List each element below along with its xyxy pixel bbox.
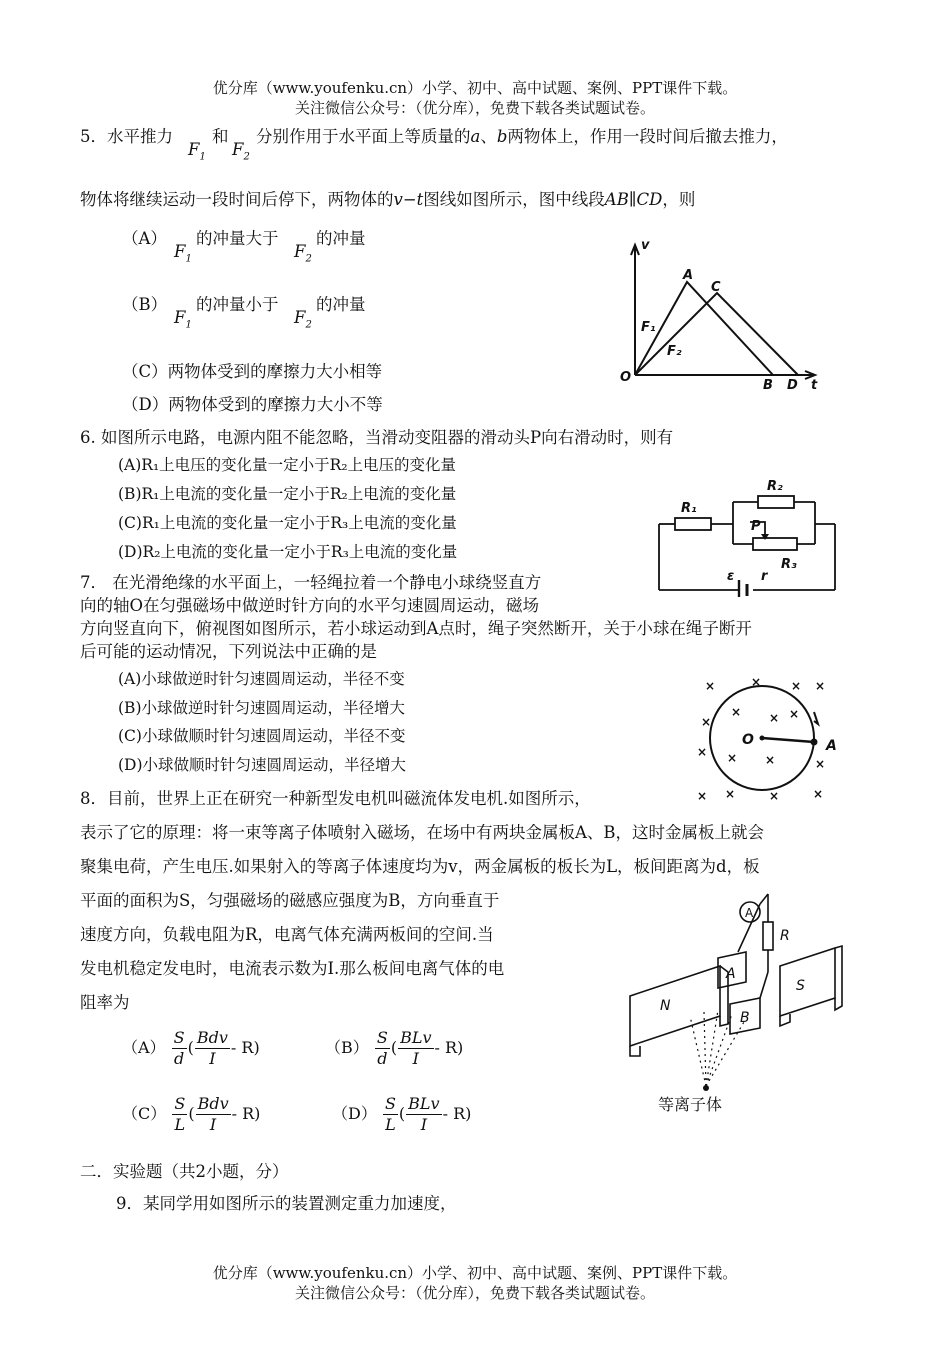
field-cross: × bbox=[696, 745, 708, 759]
field-cross: × bbox=[700, 715, 712, 729]
label-ammeter: A bbox=[745, 906, 754, 920]
q5-stem-line-2: 物体将继续运动一段时间后停下，两物体的v−t图线如图所示，图中线段AB∥CD，则 bbox=[80, 190, 696, 209]
q8-option-b: （B） $\frac{S}{d}$ ( $\frac{\text{BLv}}{I}$ - R) bbox=[325, 1028, 464, 1068]
graph-label-O: O bbox=[620, 370, 632, 385]
q7-field-figure bbox=[690, 672, 850, 804]
q6-option-c: (C)R₁上电流的变化量一定小于R₃上电流的变化量 bbox=[118, 514, 457, 532]
field-cross: × bbox=[814, 757, 826, 771]
label-plate-a: A bbox=[726, 966, 736, 982]
graph-label-B: B bbox=[763, 378, 773, 393]
field-cross: × bbox=[790, 679, 802, 693]
q5-option-a-F2: $F_2$ bbox=[294, 242, 312, 265]
field-cross: × bbox=[812, 787, 824, 801]
resistor-r3 bbox=[753, 538, 797, 550]
header-line-2: 关注微信公众号：（优分库），免费下载各类试题试卷。 bbox=[294, 99, 655, 117]
q8-line-2: 表示了它的原理：将一束等离子体喷射入磁场，在场中有两块金属板A、B，这时金属板上就会 bbox=[80, 823, 765, 842]
graph-label-t: t bbox=[811, 378, 818, 393]
field-cross: × bbox=[704, 679, 716, 693]
q8-option-d: （D） $\frac{S}{L}$ ( $\frac{\text{BLv}}{I}$ - R) bbox=[332, 1094, 472, 1134]
q5-option-a-mid: 的冲量大于 bbox=[196, 229, 279, 248]
section-2-title: 二．实验题（共2小题，分） bbox=[80, 1162, 289, 1181]
q7-option-c: (C)小球做顺时针匀速圆周运动，半径不变 bbox=[118, 727, 406, 745]
field-cross: × bbox=[730, 705, 742, 719]
resistor-r bbox=[763, 922, 773, 950]
footer-line-1: 优分库（www.youfenku.cn）小学、初中、高中试题、案例、PPT课件下载。 bbox=[212, 1264, 738, 1282]
field-cross: × bbox=[788, 707, 800, 721]
q7-line-1: 7． 在光滑绝缘的水平面上，一轻绳拉着一个静电小球绕竖直方 bbox=[80, 573, 542, 592]
label-n: N bbox=[660, 998, 671, 1014]
slider-p-arrow bbox=[761, 534, 769, 540]
q8-line-4: 平面的面积为S，匀强磁场的磁感应强度为B，方向垂直于 bbox=[80, 891, 500, 910]
q7-option-d: (D)小球做顺时针匀速圆周运动，半径增大 bbox=[118, 756, 407, 774]
q7-option-b: (B)小球做逆时针匀速圆周运动，半径增大 bbox=[118, 699, 405, 717]
magnet-s-top bbox=[780, 948, 835, 1016]
motion-arrow bbox=[814, 712, 818, 724]
graph-label-D: D bbox=[787, 378, 798, 393]
q8-line-7: 阻率为 bbox=[80, 993, 130, 1012]
label-r1: R₁ bbox=[681, 501, 697, 516]
q7-line-4: 后可能的运动情况，下列说法中正确的是 bbox=[80, 642, 377, 661]
q5-option-a-label: （A） bbox=[122, 229, 167, 248]
plasma-source bbox=[703, 1085, 709, 1091]
label-s: S bbox=[796, 978, 805, 994]
label-plate-b: B bbox=[740, 1010, 750, 1026]
field-cross: × bbox=[750, 675, 762, 689]
q5-option-b-F2: $F_2$ bbox=[294, 308, 312, 331]
q5-option-b-end: 的冲量 bbox=[316, 295, 366, 314]
q5-stem-line-1b: 分别作用于水平面上等质量的a、b两物体上，作用一段时间后撤去推力， bbox=[256, 127, 788, 146]
field-cross: × bbox=[724, 787, 736, 801]
q5-option-a-end: 的冲量 bbox=[316, 229, 366, 248]
label-p: P bbox=[751, 519, 761, 534]
q5-option-b-F1: $F_1$ bbox=[174, 308, 192, 331]
resistor-r2 bbox=[758, 496, 794, 508]
q6-option-d: (D)R₂上电流的变化量一定小于R₃上电流的变化量 bbox=[118, 543, 458, 561]
q7-line-2: 向的轴O在匀强磁场中做逆时针方向的水平匀速圆周运动，磁场 bbox=[80, 596, 540, 615]
q8-line-3: 聚集电荷，产生电压.如果射入的等离子体速度均为v，两金属板的板长为L，板间距离为d，板 bbox=[80, 857, 760, 876]
graph-label-A: A bbox=[683, 268, 694, 283]
q5-option-b-label: （B） bbox=[122, 295, 168, 314]
header-line-1: 优分库（www.youfenku.cn）小学、初中、高中试题、案例、PPT课件下载。 bbox=[212, 79, 738, 97]
rope bbox=[762, 738, 814, 742]
graph-line-f2 bbox=[635, 293, 798, 375]
q5-vt-graph bbox=[615, 235, 825, 395]
label-plasma: 等离子体 bbox=[658, 1095, 723, 1114]
graph-label-v: v bbox=[641, 238, 650, 253]
magnet-n-top bbox=[630, 966, 720, 1046]
q5-option-b-mid: 的冲量小于 bbox=[196, 295, 279, 314]
q6-stem: 6. 如图所示电路，电源内阻不能忽略，当滑动变阻器的滑动头P向右滑动时，则有 bbox=[80, 428, 674, 447]
q8-option-c: （C） $\frac{S}{L}$ ( $\frac{\text{Bdv}}{I}$ - R) bbox=[122, 1094, 261, 1134]
q8-mhd-figure bbox=[620, 886, 845, 1116]
q6-option-a: (A)R₁上电压的变化量一定小于R₂上电压的变化量 bbox=[118, 456, 457, 474]
field-cross: × bbox=[726, 751, 738, 765]
q8-line-6: 发电机稳定发电时，电流表示数为I.那么板间电离气体的电 bbox=[80, 959, 505, 978]
field-cross: × bbox=[768, 711, 780, 725]
label-r3: R₃ bbox=[781, 557, 797, 572]
q5-F1-symbol: $F_1$ bbox=[188, 140, 206, 163]
field-cross: × bbox=[764, 753, 776, 767]
ball-a bbox=[811, 739, 818, 746]
field-cross: × bbox=[814, 679, 826, 693]
axis-point-o bbox=[760, 736, 765, 741]
label-r2: R₂ bbox=[767, 479, 783, 494]
field-cross: × bbox=[768, 789, 780, 803]
q5-and: 和 bbox=[212, 127, 229, 146]
graph-label-C: C bbox=[711, 280, 721, 295]
q5-option-c: （C）两物体受到的摩擦力大小相等 bbox=[122, 362, 383, 381]
label-r: r bbox=[761, 569, 768, 584]
q5-option-a-F1: $F_1$ bbox=[174, 242, 192, 265]
label-eps: ε bbox=[727, 569, 735, 584]
q9-text: 9．某同学用如图所示的装置测定重力加速度， bbox=[116, 1194, 457, 1213]
graph-label-F2: F₂ bbox=[667, 344, 682, 359]
q5-stem-line-1: 5．水平推力 bbox=[80, 127, 173, 146]
q8-line-1: 8．目前，世界上正在研究一种新型发电机叫磁流体发电机.如图所示， bbox=[80, 789, 591, 808]
q6-circuit bbox=[655, 472, 840, 597]
footer-line-2: 关注微信公众号：（优分库），免费下载各类试题试卷。 bbox=[294, 1284, 655, 1302]
q8-option-a: （A） $\frac{S}{d}$ ( $\frac{\text{Bdv}}{I}$ - R) bbox=[122, 1028, 260, 1068]
q6-option-b: (B)R₁上电流的变化量一定小于R₂上电流的变化量 bbox=[118, 485, 457, 503]
label-a: A bbox=[826, 738, 837, 754]
q7-line-3: 方向竖直向下，俯视图如图所示，若小球运动到A点时，绳子突然断开，关于小球在绳子断开 bbox=[80, 619, 752, 638]
resistor-r1 bbox=[675, 518, 711, 530]
q5-option-d: （D）两物体受到的摩擦力大小不等 bbox=[122, 395, 383, 414]
graph-label-F1: F₁ bbox=[641, 320, 656, 335]
q8-line-5: 速度方向，负载电阻为R，电离气体充满两板间的空间.当 bbox=[80, 925, 494, 944]
label-o: O bbox=[742, 732, 754, 748]
q7-option-a: (A)小球做逆时针匀速圆周运动，半径不变 bbox=[118, 670, 405, 688]
field-cross: × bbox=[696, 789, 708, 803]
q5-F2-symbol: $F_2$ bbox=[232, 140, 250, 163]
label-r: R bbox=[780, 928, 790, 944]
